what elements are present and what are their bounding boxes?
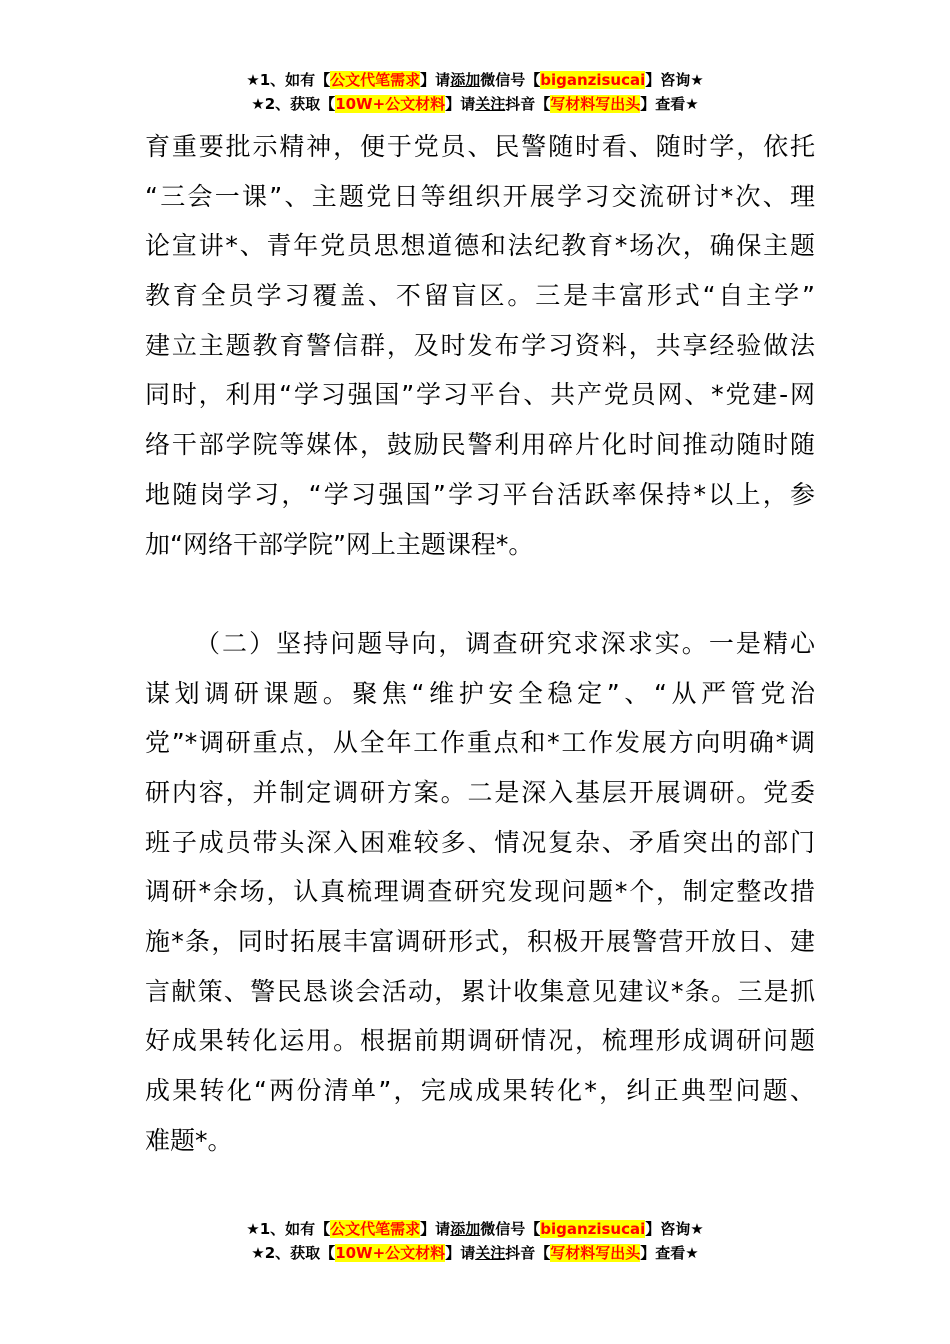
banner-line-1: ★1、如有【公文代笔需求】请添加微信号【biganzisucai】咨询★ [246, 1220, 704, 1238]
text-line: 教育全员学习覆盖、不留盲区。三是丰富形式“自主学” [145, 281, 815, 311]
text-line: 成果转化“两份清单”，完成成果转化*，纠正典型问题、 [145, 1076, 815, 1106]
text-line: 论宣讲*、青年党员思想道德和法纪教育*场次，确保主题 [145, 231, 815, 261]
bottom-banner [0, 1217, 950, 1265]
paragraph-1 [145, 122, 815, 569]
highlight-materials: 10W+公文材料 [335, 1244, 446, 1262]
highlight-wechat-id: biganzisucai [540, 71, 646, 89]
text-line: 施*条，同时拓展丰富调研形式，积极开展警营开放日、建 [145, 927, 815, 956]
document-body [145, 122, 815, 1165]
text-line: 班子成员带头深入困难较多、情况复杂、矛盾突出的部门 [145, 827, 815, 857]
highlight-wechat-id: biganzisucai [540, 1220, 646, 1238]
text-line: （二）坚持问题导向，调查研究求深求实。一是精心 [195, 628, 815, 658]
paragraph-gap [145, 569, 815, 619]
banner-line-2: ★2、获取【10W+公文材料】请关注抖音【写材料写出头】查看★ [251, 95, 699, 113]
highlight-douyin: 写材料写出头 [550, 95, 641, 113]
text-line: 建立主题教育警信群，及时发布学习资料，共享经验做法 [145, 330, 815, 360]
text-line: “三会一课”、主题党日等组织开展学习交流研讨*次、理 [145, 181, 815, 211]
text-line: 好成果转化运用。根据前期调研情况，梳理形成调研问题 [145, 1026, 815, 1056]
text-line: 地随岗学习，“学习强国”学习平台活跃率保持*以上，参 [145, 479, 815, 509]
banner-line-2: ★2、获取【10W+公文材料】请关注抖音【写材料写出头】查看★ [251, 1244, 699, 1262]
text-line: 加“网络干部学院”网上主题课程*。 [145, 529, 534, 559]
top-banner [0, 68, 950, 116]
highlight-service: 公文代笔需求 [330, 71, 421, 89]
text-line: 研内容，并制定调研方案。二是深入基层开展调研。党委 [145, 777, 815, 807]
text-line: 络干部学院等媒体，鼓励民警利用碎片化时间推动随时随 [145, 430, 815, 460]
text-line: 党”*调研重点，从全年工作重点和*工作发展方向明确*调 [145, 728, 815, 758]
text-line: 难题*。 [145, 1125, 233, 1155]
text-line: 言献策、警民恳谈会活动，累计收集意见建议*条。三是抓 [145, 976, 815, 1006]
highlight-douyin: 写材料写出头 [550, 1244, 641, 1262]
highlight-materials: 10W+公文材料 [335, 95, 446, 113]
banner-line-1: ★1、如有【公文代笔需求】请添加微信号【biganzisucai】咨询★ [246, 71, 704, 89]
paragraph-2 [145, 619, 815, 1166]
text-line: 育重要批示精神，便于党员、民警随时看、随时学，依托 [145, 132, 815, 161]
text-line: 调研*余场，认真梳理调查研究发现问题*个，制定整改措 [145, 877, 815, 907]
text-line: 同时，利用“学习强国”学习平台、共产党员网、*党建-网 [145, 380, 815, 410]
text-line: 谋划调研课题。聚焦“维护安全稳定”、“从严管党治 [145, 678, 815, 708]
highlight-service: 公文代笔需求 [330, 1220, 421, 1238]
